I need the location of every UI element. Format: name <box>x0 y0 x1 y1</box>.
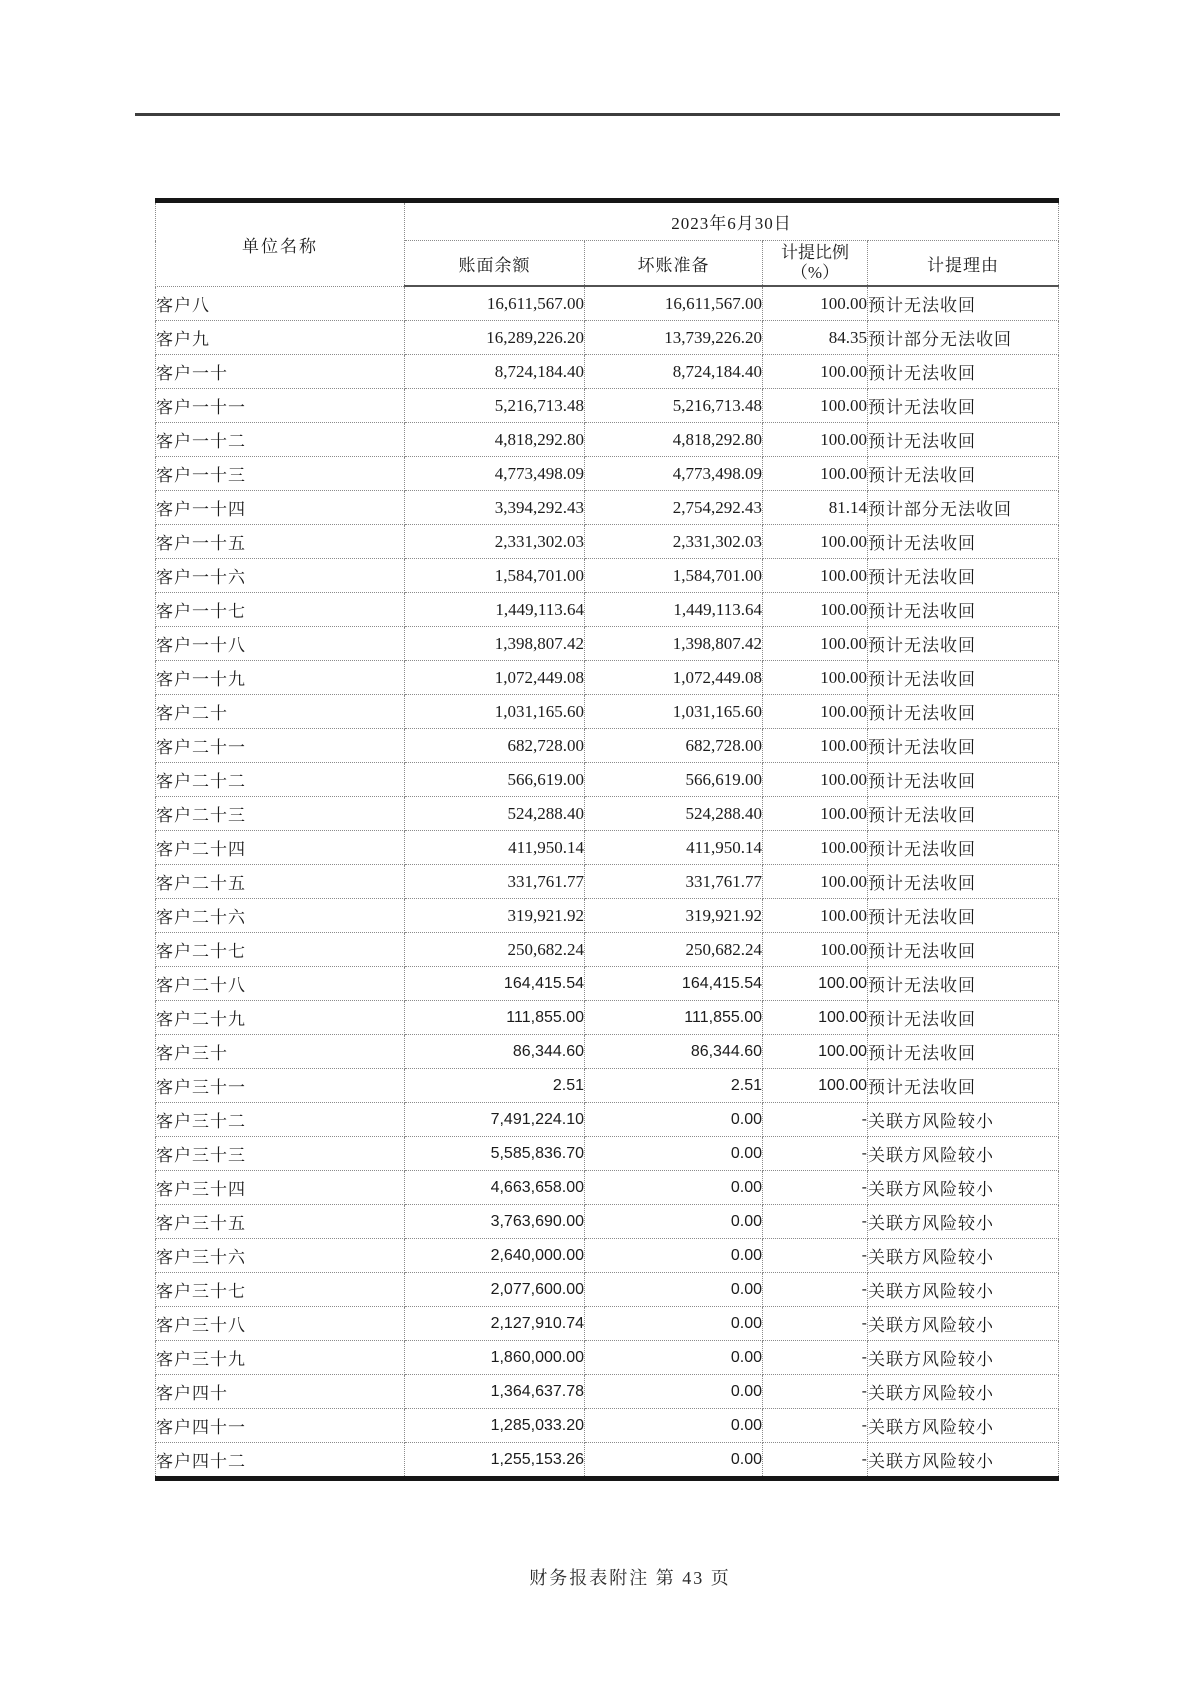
provision-ratio-cell: 100.00 <box>763 389 868 423</box>
book-balance-cell: 1,398,807.42 <box>405 627 585 661</box>
customer-name-cell: 客户二十七 <box>156 933 405 967</box>
provision-reason-cell: 预计无法收回 <box>868 559 1059 593</box>
table-row <box>156 457 1059 491</box>
table-row <box>156 967 1059 1001</box>
bad-debt-provision-cell: 0.00 <box>585 1171 763 1205</box>
book-balance-cell: 319,921.92 <box>405 899 585 933</box>
book-balance-cell: 524,288.40 <box>405 797 585 831</box>
provision-ratio-cell: 100.00 <box>763 661 868 695</box>
customer-name-cell: 客户三十一 <box>156 1069 405 1103</box>
provision-reason-cell: 关联方风险较小 <box>868 1239 1059 1273</box>
bad-debt-provision-cell: 2,754,292.43 <box>585 491 763 525</box>
bad-debt-provision-cell: 0.00 <box>585 1409 763 1443</box>
bad-debt-provision-cell: 1,072,449.08 <box>585 661 763 695</box>
customer-name-cell: 客户二十一 <box>156 729 405 763</box>
customer-name-cell: 客户四十 <box>156 1375 405 1409</box>
customer-name-cell: 客户三十六 <box>156 1239 405 1273</box>
column-header-unit-name: 单位名称 <box>156 201 405 287</box>
table-row <box>156 1171 1059 1205</box>
provision-reason-cell: 预计无法收回 <box>868 627 1059 661</box>
book-balance-cell: 411,950.14 <box>405 831 585 865</box>
book-balance-cell: 331,761.77 <box>405 865 585 899</box>
book-balance-cell: 3,763,690.00 <box>405 1205 585 1239</box>
provision-reason-cell: 预计无法收回 <box>868 797 1059 831</box>
bad-debt-provision-cell: 4,818,292.80 <box>585 423 763 457</box>
bad-debt-provision-cell: 2,331,302.03 <box>585 525 763 559</box>
provision-reason-cell: 关联方风险较小 <box>868 1171 1059 1205</box>
provision-ratio-cell: 100.00 <box>763 1001 868 1035</box>
provision-reason-cell: 预计无法收回 <box>868 525 1059 559</box>
book-balance-cell: 2,331,302.03 <box>405 525 585 559</box>
table-row <box>156 627 1059 661</box>
customer-name-cell: 客户二十 <box>156 695 405 729</box>
table-row <box>156 1375 1059 1409</box>
table-row <box>156 389 1059 423</box>
table-row <box>156 1239 1059 1273</box>
provision-ratio-cell: - <box>763 1137 868 1171</box>
table-row <box>156 1069 1059 1103</box>
provision-reason-cell: 预计无法收回 <box>868 593 1059 627</box>
customer-name-cell: 客户三十 <box>156 1035 405 1069</box>
provision-reason-cell: 关联方风险较小 <box>868 1273 1059 1307</box>
provision-ratio-cell: 100.00 <box>763 525 868 559</box>
provision-ratio-cell: 100.00 <box>763 1069 868 1103</box>
bad-debt-provision-cell: 1,449,113.64 <box>585 593 763 627</box>
customer-name-cell: 客户二十九 <box>156 1001 405 1035</box>
header-rule <box>135 113 1060 116</box>
provision-ratio-cell: - <box>763 1171 868 1205</box>
provision-ratio-cell: 100.00 <box>763 593 868 627</box>
table-row <box>156 763 1059 797</box>
column-header-provision-reason: 计提理由 <box>868 241 1059 287</box>
book-balance-cell: 164,415.54 <box>405 967 585 1001</box>
customer-name-cell: 客户二十三 <box>156 797 405 831</box>
table-header <box>156 201 1059 287</box>
bad-debt-provision-cell: 319,921.92 <box>585 899 763 933</box>
customer-name-cell: 客户一十五 <box>156 525 405 559</box>
customer-name-cell: 客户二十二 <box>156 763 405 797</box>
bad-debt-provision-cell: 0.00 <box>585 1273 763 1307</box>
provision-ratio-cell: 100.00 <box>763 865 868 899</box>
bad-debt-provision-cell: 0.00 <box>585 1205 763 1239</box>
bad-debt-provision-cell: 86,344.60 <box>585 1035 763 1069</box>
provision-ratio-cell: 100.00 <box>763 423 868 457</box>
provision-reason-cell: 预计无法收回 <box>868 933 1059 967</box>
customer-name-cell: 客户九 <box>156 321 405 355</box>
table-row <box>156 593 1059 627</box>
table-row <box>156 423 1059 457</box>
provision-reason-cell: 预计无法收回 <box>868 695 1059 729</box>
customer-name-cell: 客户一十二 <box>156 423 405 457</box>
provision-ratio-cell: 84.35 <box>763 321 868 355</box>
customer-name-cell: 客户三十二 <box>156 1103 405 1137</box>
provision-reason-cell: 预计无法收回 <box>868 865 1059 899</box>
table-row <box>156 321 1059 355</box>
customer-name-cell: 客户四十二 <box>156 1443 405 1479</box>
table-row <box>156 525 1059 559</box>
book-balance-cell: 86,344.60 <box>405 1035 585 1069</box>
customer-name-cell: 客户一十六 <box>156 559 405 593</box>
provision-ratio-cell: 100.00 <box>763 355 868 389</box>
bad-debt-provision-cell: 0.00 <box>585 1375 763 1409</box>
table-row <box>156 559 1059 593</box>
bad-debt-provision-table <box>155 198 1059 1481</box>
bad-debt-provision-cell: 111,855.00 <box>585 1001 763 1035</box>
book-balance-cell: 1,255,153.26 <box>405 1443 585 1479</box>
table-row <box>156 1443 1059 1479</box>
bad-debt-provision-cell: 1,031,165.60 <box>585 695 763 729</box>
provision-ratio-cell: - <box>763 1409 868 1443</box>
book-balance-cell: 4,773,498.09 <box>405 457 585 491</box>
provision-reason-cell: 预计无法收回 <box>868 355 1059 389</box>
bad-debt-provision-cell: 4,773,498.09 <box>585 457 763 491</box>
provision-ratio-cell: - <box>763 1273 868 1307</box>
table-row <box>156 865 1059 899</box>
provision-ratio-cell: 100.00 <box>763 627 868 661</box>
provision-reason-cell: 预计无法收回 <box>868 423 1059 457</box>
provision-reason-cell: 预计无法收回 <box>868 389 1059 423</box>
provision-ratio-cell: 100.00 <box>763 797 868 831</box>
bad-debt-provision-cell: 331,761.77 <box>585 865 763 899</box>
column-header-date: 2023年6月30日 <box>405 201 1059 241</box>
table-row <box>156 797 1059 831</box>
customer-name-cell: 客户三十七 <box>156 1273 405 1307</box>
provision-reason-cell: 关联方风险较小 <box>868 1409 1059 1443</box>
customer-name-cell: 客户三十八 <box>156 1307 405 1341</box>
bad-debt-provision-cell: 524,288.40 <box>585 797 763 831</box>
provision-reason-cell: 关联方风险较小 <box>868 1341 1059 1375</box>
provision-ratio-cell: 100.00 <box>763 286 868 321</box>
provision-ratio-cell: - <box>763 1239 868 1273</box>
table-row <box>156 1103 1059 1137</box>
column-header-book-balance: 账面余额 <box>405 241 585 287</box>
table-row <box>156 695 1059 729</box>
customer-name-cell: 客户一十九 <box>156 661 405 695</box>
customer-name-cell: 客户二十四 <box>156 831 405 865</box>
provision-ratio-cell: 100.00 <box>763 559 868 593</box>
provision-reason-cell: 预计无法收回 <box>868 457 1059 491</box>
table-row <box>156 1273 1059 1307</box>
provision-ratio-cell: 100.00 <box>763 729 868 763</box>
provision-ratio-cell: - <box>763 1375 868 1409</box>
provision-reason-cell: 预计无法收回 <box>868 729 1059 763</box>
header-row-date <box>156 201 1059 241</box>
customer-name-cell: 客户一十三 <box>156 457 405 491</box>
bad-debt-provision-cell: 2.51 <box>585 1069 763 1103</box>
table-row <box>156 355 1059 389</box>
bad-debt-provision-cell: 0.00 <box>585 1137 763 1171</box>
provision-reason-cell: 关联方风险较小 <box>868 1137 1059 1171</box>
table-row <box>156 286 1059 321</box>
provision-reason-cell: 预计无法收回 <box>868 286 1059 321</box>
book-balance-cell: 111,855.00 <box>405 1001 585 1035</box>
provision-reason-cell: 预计无法收回 <box>868 967 1059 1001</box>
book-balance-cell: 250,682.24 <box>405 933 585 967</box>
bad-debt-provision-cell: 1,398,807.42 <box>585 627 763 661</box>
customer-name-cell: 客户八 <box>156 286 405 321</box>
provision-ratio-cell: 100.00 <box>763 457 868 491</box>
bad-debt-provision-cell: 0.00 <box>585 1239 763 1273</box>
provision-reason-cell: 关联方风险较小 <box>868 1375 1059 1409</box>
book-balance-cell: 1,364,637.78 <box>405 1375 585 1409</box>
customer-name-cell: 客户一十八 <box>156 627 405 661</box>
book-balance-cell: 5,216,713.48 <box>405 389 585 423</box>
provision-reason-cell: 关联方风险较小 <box>868 1103 1059 1137</box>
table-body <box>156 286 1059 1479</box>
column-header-bad-debt-provision: 坏账准备 <box>585 241 763 287</box>
table-row <box>156 933 1059 967</box>
bad-debt-provision-cell: 0.00 <box>585 1307 763 1341</box>
provision-reason-cell: 预计部分无法收回 <box>868 321 1059 355</box>
customer-name-cell: 客户一十 <box>156 355 405 389</box>
book-balance-cell: 566,619.00 <box>405 763 585 797</box>
table-row <box>156 491 1059 525</box>
bad-debt-provision-cell: 566,619.00 <box>585 763 763 797</box>
book-balance-cell: 2.51 <box>405 1069 585 1103</box>
bad-debt-provision-cell: 1,584,701.00 <box>585 559 763 593</box>
book-balance-cell: 1,449,113.64 <box>405 593 585 627</box>
table-row <box>156 1205 1059 1239</box>
bad-debt-provision-cell: 682,728.00 <box>585 729 763 763</box>
provision-reason-cell: 关联方风险较小 <box>868 1205 1059 1239</box>
provision-reason-cell: 预计无法收回 <box>868 1069 1059 1103</box>
bad-debt-provision-cell: 0.00 <box>585 1443 763 1479</box>
provision-reason-cell: 预计部分无法收回 <box>868 491 1059 525</box>
book-balance-cell: 5,585,836.70 <box>405 1137 585 1171</box>
bad-debt-provision-cell: 411,950.14 <box>585 831 763 865</box>
provision-reason-cell: 预计无法收回 <box>868 831 1059 865</box>
customer-name-cell: 客户三十四 <box>156 1171 405 1205</box>
customer-name-cell: 客户一十四 <box>156 491 405 525</box>
book-balance-cell: 4,818,292.80 <box>405 423 585 457</box>
book-balance-cell: 7,491,224.10 <box>405 1103 585 1137</box>
table-row <box>156 899 1059 933</box>
book-balance-cell: 1,584,701.00 <box>405 559 585 593</box>
customer-name-cell: 客户二十六 <box>156 899 405 933</box>
table-row <box>156 831 1059 865</box>
book-balance-cell: 16,611,567.00 <box>405 286 585 321</box>
book-balance-cell: 4,663,658.00 <box>405 1171 585 1205</box>
table-row <box>156 1137 1059 1171</box>
provision-reason-cell: 预计无法收回 <box>868 661 1059 695</box>
provision-ratio-cell: 100.00 <box>763 695 868 729</box>
provision-ratio-cell: 100.00 <box>763 933 868 967</box>
book-balance-cell: 1,860,000.00 <box>405 1341 585 1375</box>
book-balance-cell: 8,724,184.40 <box>405 355 585 389</box>
provision-reason-cell: 预计无法收回 <box>868 899 1059 933</box>
bad-debt-provision-cell: 0.00 <box>585 1103 763 1137</box>
table-row <box>156 1307 1059 1341</box>
customer-name-cell: 客户一十一 <box>156 389 405 423</box>
provision-ratio-cell: 100.00 <box>763 899 868 933</box>
table-row <box>156 1409 1059 1443</box>
table-row <box>156 661 1059 695</box>
customer-name-cell: 客户三十三 <box>156 1137 405 1171</box>
book-balance-cell: 2,127,910.74 <box>405 1307 585 1341</box>
column-header-provision-ratio <box>763 241 868 287</box>
customer-name-cell: 客户三十九 <box>156 1341 405 1375</box>
provision-reason-cell: 预计无法收回 <box>868 763 1059 797</box>
book-balance-cell: 3,394,292.43 <box>405 491 585 525</box>
provision-reason-cell: 关联方风险较小 <box>868 1307 1059 1341</box>
bad-debt-provision-cell: 16,611,567.00 <box>585 286 763 321</box>
bad-debt-provision-cell: 8,724,184.40 <box>585 355 763 389</box>
customer-name-cell: 客户二十八 <box>156 967 405 1001</box>
bad-debt-provision-cell: 164,415.54 <box>585 967 763 1001</box>
provision-reason-cell: 关联方风险较小 <box>868 1443 1059 1479</box>
book-balance-cell: 16,289,226.20 <box>405 321 585 355</box>
customer-name-cell: 客户二十五 <box>156 865 405 899</box>
table-row <box>156 1035 1059 1069</box>
provision-ratio-label-line1: 计提比例 <box>781 243 849 262</box>
customer-name-cell: 客户三十五 <box>156 1205 405 1239</box>
provision-ratio-cell: - <box>763 1443 868 1479</box>
customer-name-cell: 客户四十一 <box>156 1409 405 1443</box>
provision-ratio-cell: - <box>763 1205 868 1239</box>
bad-debt-provision-cell: 5,216,713.48 <box>585 389 763 423</box>
book-balance-cell: 682,728.00 <box>405 729 585 763</box>
provision-ratio-cell: 100.00 <box>763 967 868 1001</box>
book-balance-cell: 1,285,033.20 <box>405 1409 585 1443</box>
table-row <box>156 1001 1059 1035</box>
book-balance-cell: 2,640,000.00 <box>405 1239 585 1273</box>
provision-reason-cell: 预计无法收回 <box>868 1035 1059 1069</box>
provision-ratio-cell: 81.14 <box>763 491 868 525</box>
provision-ratio-cell: - <box>763 1341 868 1375</box>
book-balance-cell: 1,031,165.60 <box>405 695 585 729</box>
book-balance-cell: 1,072,449.08 <box>405 661 585 695</box>
book-balance-cell: 2,077,600.00 <box>405 1273 585 1307</box>
page-footer: 财务报表附注 第 43 页 <box>529 1568 731 1588</box>
provision-ratio-cell: - <box>763 1103 868 1137</box>
table-row <box>156 729 1059 763</box>
bad-debt-provision-cell: 13,739,226.20 <box>585 321 763 355</box>
bad-debt-provision-cell: 0.00 <box>585 1341 763 1375</box>
table-row <box>156 1341 1059 1375</box>
provision-ratio-cell: 100.00 <box>763 831 868 865</box>
provision-ratio-cell: 100.00 <box>763 763 868 797</box>
provision-reason-cell: 预计无法收回 <box>868 1001 1059 1035</box>
customer-name-cell: 客户一十七 <box>156 593 405 627</box>
bad-debt-provision-cell: 250,682.24 <box>585 933 763 967</box>
provision-ratio-cell: - <box>763 1307 868 1341</box>
provision-ratio-label-line2: （%） <box>790 263 840 282</box>
provision-ratio-cell: 100.00 <box>763 1035 868 1069</box>
